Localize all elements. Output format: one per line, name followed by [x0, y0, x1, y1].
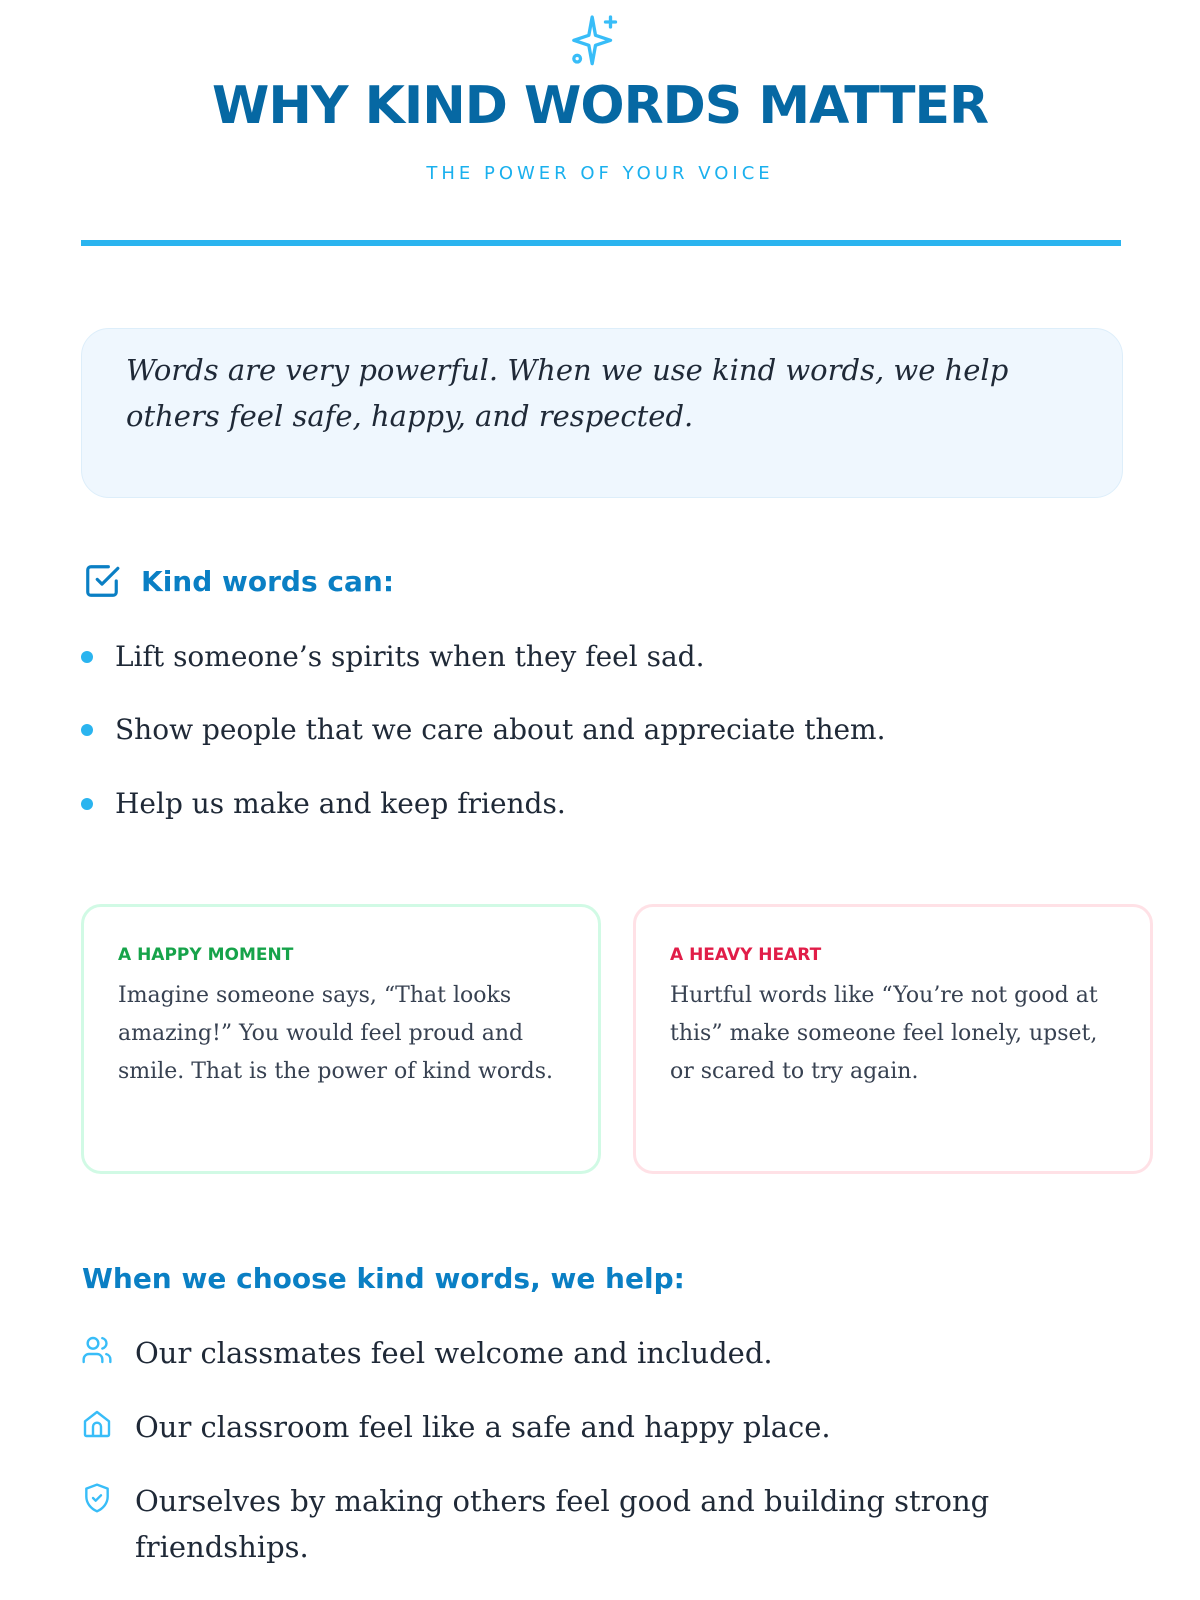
users-icon — [81, 1334, 113, 1366]
page-subtitle: THE POWER OF YOUR VOICE — [426, 163, 774, 184]
shield-check-icon — [81, 1482, 113, 1514]
kind-words-heading — [83, 562, 394, 600]
help-heading: When we choose kind words, we help: — [82, 1262, 685, 1295]
card-label: A HAPPY MOMENT — [118, 945, 294, 965]
kind-words-heading-text: Kind words can: — [141, 564, 395, 598]
help-item — [81, 1478, 1001, 1570]
card-text: Hurtful words like “You’re not good at this” make someone feel lonely, upset, or scared to try again. — [670, 983, 1098, 1084]
bullet-dot — [81, 798, 93, 810]
intro-quote: Words are very powerful. When we use kind words, we help others feel safe, happy, and respected. — [81, 328, 1123, 498]
list-item-text: Lift someone’s spirits when they feel sad. — [115, 640, 705, 673]
help-item-text: Our classroom feel like a safe and happy place. — [135, 1410, 831, 1444]
divider — [81, 240, 1121, 246]
list-item — [81, 713, 886, 746]
page-title: WHY KIND WORDS MATTER — [211, 76, 989, 136]
list-item-text: Help us make and keep friends. — [115, 787, 566, 820]
happy-moment-card — [81, 904, 601, 1174]
list-item-text: Show people that we care about and appreciate them. — [115, 713, 886, 746]
help-item-text: Our classmates feel welcome and included. — [135, 1336, 773, 1370]
sparkle-icon — [568, 12, 628, 72]
help-item — [81, 1330, 773, 1376]
bullet-dot — [81, 651, 93, 663]
checkbox-icon — [83, 562, 121, 600]
bullet-dot — [81, 724, 93, 736]
card-label: A HEAVY HEART — [670, 945, 822, 965]
list-item — [81, 640, 704, 673]
help-item — [81, 1404, 831, 1450]
list-item — [81, 787, 566, 820]
card-text: Imagine someone says, “That looks amazing!” You would feel proud and smile. That is the power of kind words. — [118, 983, 554, 1084]
heavy-heart-card — [633, 904, 1153, 1174]
home-icon — [81, 1408, 113, 1440]
help-item-text: Ourselves by making others feel good and building strong friendships. — [135, 1484, 990, 1564]
